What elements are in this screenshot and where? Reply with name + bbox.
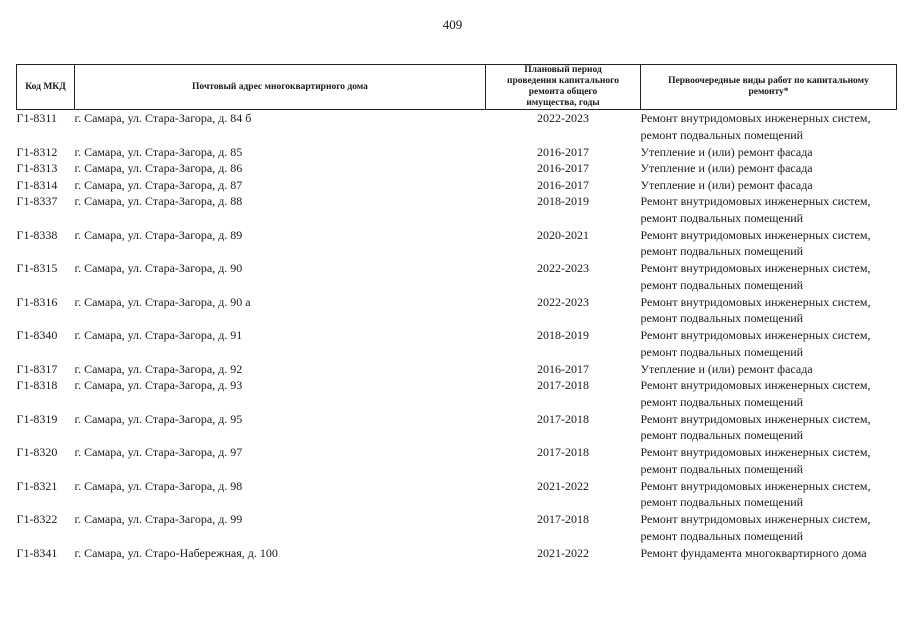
cell-code: Г1-8337 xyxy=(16,194,58,208)
cell-works xyxy=(641,294,897,328)
works-line-1: Ремонт внутридомовых инженерных систем, xyxy=(640,378,871,392)
cell-code: Г1-8321 xyxy=(16,478,58,493)
header-row xyxy=(17,65,897,110)
works-line-2: ремонт подвальных помещений xyxy=(640,127,804,142)
works-line-1: Ремонт фундамента многоквартирного дома xyxy=(640,545,867,560)
cell-code: Г1-8319 xyxy=(16,411,58,426)
cell-period: 2016-2017 xyxy=(537,144,589,159)
works-line-1: Ремонт внутридомовых инженерных систем, xyxy=(640,411,871,426)
cell-period: 2016-2017 xyxy=(537,361,589,376)
cell-works xyxy=(641,327,897,361)
works-line-1: Утепление и (или) ремонт фасада xyxy=(640,361,813,376)
table-row xyxy=(17,144,897,161)
cell-address: г. Самара, ул. Стара-Загора, д. 91 xyxy=(74,328,243,342)
table-row xyxy=(17,377,897,411)
works-line-2: ремонт подвальных помещений xyxy=(640,428,804,442)
cell-works xyxy=(641,511,897,545)
cell-works xyxy=(641,478,897,512)
works-line-2: ремонт подвальных помещений xyxy=(640,244,804,258)
cell-period: 2017-2018 xyxy=(537,378,589,392)
cell-works xyxy=(641,411,897,445)
table-row xyxy=(17,177,897,194)
table-row xyxy=(17,361,897,378)
header-period: Плановый период проведения капитального ремонта общего имущества, годы xyxy=(486,65,641,110)
cell-period: 2017-2018 xyxy=(537,411,589,426)
cell-address: г. Самара, ул. Стара-Загора, д. 98 xyxy=(74,478,243,493)
works-line-2: ремонт подвальных помещений xyxy=(640,495,804,509)
cell-period: 2020-2021 xyxy=(537,227,589,242)
works-line-1: Ремонт внутридомовых инженерных систем, xyxy=(640,478,871,493)
cell-period: 2021-2022 xyxy=(537,545,589,560)
table-row xyxy=(17,294,897,328)
table-row xyxy=(17,327,897,361)
table-row xyxy=(17,411,897,445)
works-line-1: Ремонт внутридомовых инженерных систем, xyxy=(640,227,871,242)
table-row xyxy=(17,511,897,545)
cell-code: Г1-8338 xyxy=(16,227,58,242)
table-row xyxy=(17,193,897,227)
cell-works xyxy=(641,193,897,227)
works-line-2: ремонт подвальных помещений xyxy=(640,344,804,359)
works-line-1: Ремонт внутридомовых инженерных систем, xyxy=(640,328,871,342)
cell-works xyxy=(641,377,897,411)
cell-works xyxy=(641,361,897,378)
cell-period: 2022-2023 xyxy=(537,261,589,275)
cell-address: г. Самара, ул. Стара-Загора, д. 87 xyxy=(74,177,243,192)
cell-period: 2017-2018 xyxy=(537,445,589,459)
table-row xyxy=(17,110,897,144)
works-line-2: ремонт подвальных помещений xyxy=(640,394,804,409)
cell-code: Г1-8312 xyxy=(16,144,58,159)
cell-works xyxy=(641,227,897,261)
works-line-2: ремонт подвальных помещений xyxy=(640,210,804,225)
cell-address: г. Самара, ул. Стара-Загора, д. 99 xyxy=(74,512,243,526)
cell-works xyxy=(641,177,897,194)
cell-code: Г1-8340 xyxy=(16,328,58,342)
cell-address: г. Самара, ул. Стара-Загора, д. 90 xyxy=(74,261,243,275)
cell-address: г. Самара, ул. Стара-Загора, д. 92 xyxy=(74,361,243,376)
cell-code: Г1-8316 xyxy=(16,294,58,309)
table-header xyxy=(17,65,897,110)
cell-period: 2021-2022 xyxy=(537,478,589,493)
works-line-1: Ремонт внутридомовых инженерных систем, xyxy=(640,261,871,275)
cell-code: Г1-8320 xyxy=(16,445,58,459)
cell-address: г. Самара, ул. Стара-Загора, д. 90 а xyxy=(74,294,251,309)
header-code: Код МКД xyxy=(17,65,75,110)
works-line-2: ремонт подвальных помещений xyxy=(640,277,804,292)
housing-repair-table xyxy=(16,64,897,563)
cell-works xyxy=(641,110,897,144)
page-number: 409 xyxy=(442,17,463,32)
cell-works xyxy=(641,545,897,563)
works-line-2: ремонт подвальных помещений xyxy=(640,461,804,476)
header-address: Почтовый адрес многоквартирного дома xyxy=(75,65,486,110)
cell-address: г. Самара, ул. Стара-Загора, д. 95 xyxy=(74,411,243,426)
works-line-1: Ремонт внутридомовых инженерных систем, xyxy=(640,512,871,526)
table-row xyxy=(17,444,897,478)
cell-address: г. Самара, ул. Стара-Загора, д. 84 б xyxy=(74,111,252,125)
cell-works xyxy=(641,444,897,478)
works-line-2: ремонт подвальных помещений xyxy=(640,311,804,325)
cell-code: Г1-8317 xyxy=(16,361,58,376)
cell-address: г. Самара, ул. Стара-Загора, д. 93 xyxy=(74,378,243,392)
table-body xyxy=(17,110,897,563)
works-line-1: Ремонт внутридомовых инженерных систем, xyxy=(640,294,871,309)
works-line-2: ремонт подвальных помещений xyxy=(640,528,804,543)
cell-address: г. Самара, ул. Стара-Загора, д. 85 xyxy=(74,144,243,159)
cell-address: г. Самара, ул. Стара-Загора, д. 89 xyxy=(74,227,243,242)
cell-code: Г1-8314 xyxy=(16,177,58,192)
cell-code: Г1-8318 xyxy=(16,378,58,392)
table-row xyxy=(17,160,897,177)
works-line-1: Ремонт внутридомовых инженерных систем, xyxy=(640,111,871,125)
cell-period: 2022-2023 xyxy=(537,111,589,125)
cell-period: 2017-2018 xyxy=(537,512,589,526)
cell-address: г. Самара, ул. Стара-Загора, д. 86 xyxy=(74,161,243,175)
works-line-1: Утепление и (или) ремонт фасада xyxy=(640,161,813,175)
cell-period: 2016-2017 xyxy=(537,161,589,175)
cell-period: 2018-2019 xyxy=(537,194,589,208)
cell-code: Г1-8322 xyxy=(16,512,58,526)
cell-address: г. Самара, ул. Старо-Набережная, д. 100 xyxy=(74,545,278,560)
cell-period: 2016-2017 xyxy=(537,177,589,192)
works-line-1: Ремонт внутридомовых инженерных систем, xyxy=(640,194,871,208)
cell-works xyxy=(641,260,897,294)
cell-address: г. Самара, ул. Стара-Загора, д. 97 xyxy=(74,445,243,459)
table-row xyxy=(17,260,897,294)
cell-code: Г1-8311 xyxy=(16,111,57,125)
cell-works xyxy=(641,160,897,177)
works-line-1: Утепление и (или) ремонт фасада xyxy=(640,177,813,192)
cell-period: 2018-2019 xyxy=(537,328,589,342)
cell-works xyxy=(641,144,897,161)
cell-code: Г1-8313 xyxy=(16,161,58,175)
cell-period: 2022-2023 xyxy=(537,294,589,309)
cell-code: Г1-8341 xyxy=(16,545,58,560)
works-line-1: Утепление и (или) ремонт фасада xyxy=(640,144,813,159)
table-row xyxy=(17,227,897,261)
cell-address: г. Самара, ул. Стара-Загора, д. 88 xyxy=(74,194,243,208)
header-works: Первоочередные виды работ по капитальному ремонту* xyxy=(641,65,897,110)
table-row xyxy=(17,478,897,512)
cell-code: Г1-8315 xyxy=(16,261,58,275)
table-row xyxy=(17,545,897,563)
works-line-1: Ремонт внутридомовых инженерных систем, xyxy=(640,445,871,459)
